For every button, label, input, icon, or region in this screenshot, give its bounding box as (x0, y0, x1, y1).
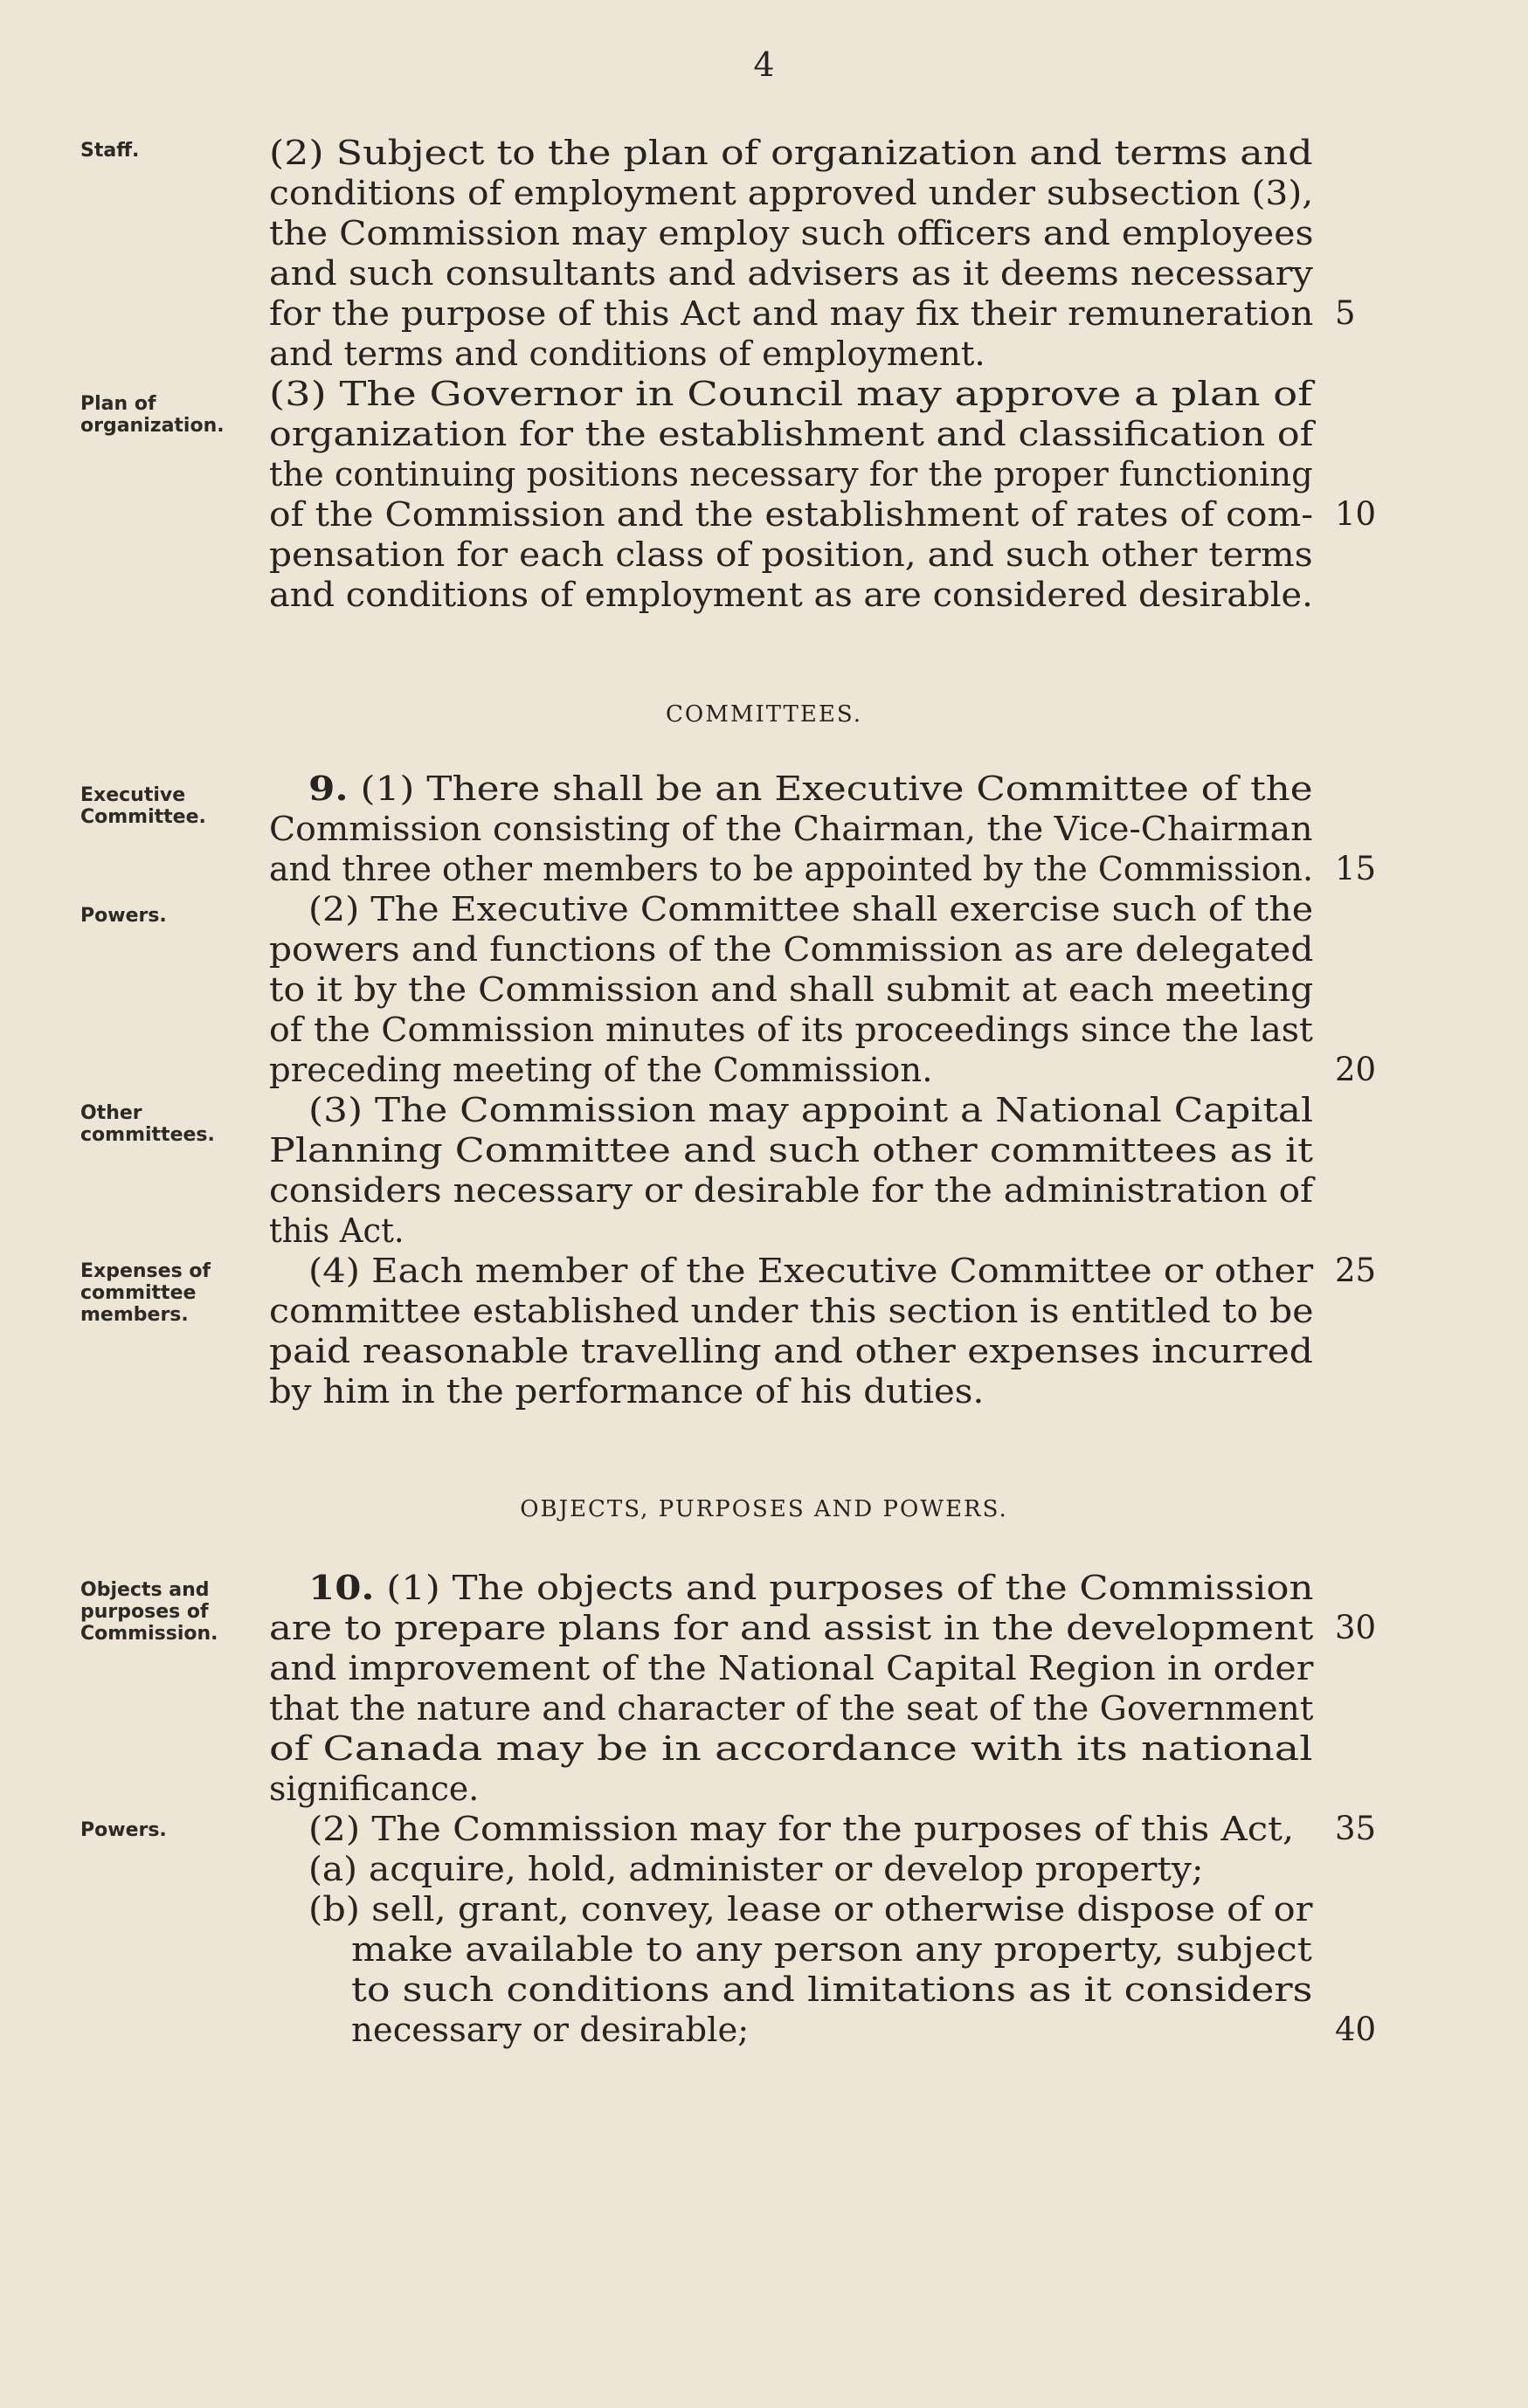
margin-note-expenses-of-committee-members (80, 1260, 211, 1326)
text-span: (1) There shall be an Executive Committee of the (348, 769, 1313, 808)
line-number: 5 (1335, 294, 1356, 332)
text-line: organization for the establishment and classification of (269, 415, 1314, 453)
text-line: (2) Subject to the plan of organization and terms and (269, 134, 1313, 172)
text-line: and improvement of the National Capital Region in order (269, 1649, 1314, 1687)
margin-note-other-committees (80, 1102, 215, 1146)
heading-committees: COMMITTEES. (666, 701, 862, 728)
line-number: 15 (1335, 850, 1377, 887)
margin-note-line: Commission. (80, 1623, 218, 1645)
text-line: and three other members to be appointed by the Commission. (269, 850, 1314, 888)
text-line: (2) The Executive Committee shall exercise such of the (308, 890, 1314, 928)
heading-objects-purposes-powers: OBJECTS, PURPOSES AND POWERS. (520, 1496, 1008, 1522)
text-line: that the nature and character of the seat of the Government (269, 1689, 1314, 1728)
text-line: (3) The Governor in Council may approve a plan of (269, 375, 1313, 413)
margin-note-line: committee (80, 1282, 197, 1304)
margin-note-staff (80, 140, 139, 162)
line-number: 10 (1335, 495, 1377, 533)
text-line: (b) sell, grant, convey, lease or otherwise dispose of or (308, 1890, 1313, 1928)
text-line: of Canada may be in accordance with its national (269, 1729, 1313, 1768)
margin-note-plan-of-organization (80, 393, 225, 437)
text-line: to it by the Commission and shall submit at each meeting (269, 970, 1314, 1009)
text-line: (4) Each member of the Executive Committee or other (308, 1252, 1314, 1290)
text-line: to such conditions and limitations as it considers (351, 1970, 1313, 2009)
text-line: Planning Committee and such other committees as it (269, 1131, 1313, 1170)
margin-note-line: Plan of (80, 393, 156, 415)
section-number-10: 10. (308, 1568, 375, 1607)
margin-note-line: committees. (80, 1124, 215, 1146)
text-line: pensation for each class of position, and such other terms (269, 535, 1313, 574)
margin-note-line: members. (80, 1304, 189, 1326)
text-line: and terms and conditions of employment. (269, 335, 985, 373)
margin-note-line: Powers. (80, 905, 167, 927)
text-span: (1) The objects and purposes of the Commission (374, 1569, 1314, 1607)
margin-note-powers (80, 1819, 167, 1841)
text-line: this Act. (269, 1211, 404, 1250)
line-number: 30 (1335, 1609, 1377, 1646)
text-line (308, 769, 1313, 809)
margin-note-line: purposes of (80, 1601, 209, 1623)
text-line: of the Commission minutes of its proceedings since the last (269, 1011, 1313, 1049)
text-line: for the purpose of this Act and may fix their remuneration (269, 294, 1314, 333)
text-line: by him in the performance of his duties. (269, 1372, 985, 1411)
text-line: (2) The Commission may for the purposes of this Act, (308, 1810, 1295, 1848)
margin-note-objects-and-purposes (80, 1579, 218, 1645)
text-line: powers and functions of the Commission as are delegated (269, 930, 1314, 969)
section-number-9: 9. (308, 769, 349, 808)
margin-note-line: Staff. (80, 140, 140, 162)
line-number: 40 (1335, 2011, 1377, 2048)
line-number: 20 (1335, 1051, 1377, 1088)
text-line: significance. (269, 1770, 480, 1808)
text-line: and conditions of employment as are considered desirable. (269, 576, 1313, 614)
line-number: 35 (1335, 1810, 1377, 1847)
text-line: and such consultants and advisers as it deems necessary (269, 254, 1313, 293)
text-line: the Commission may employ such officers and employees (269, 214, 1314, 252)
page-number: 4 (753, 45, 775, 84)
text-line: committee established under this section is entitled to be (269, 1292, 1314, 1330)
margin-note-powers (80, 905, 167, 927)
line-number: 25 (1335, 1252, 1377, 1289)
margin-note-line: organization. (80, 415, 225, 437)
margin-note-line: Objects and (80, 1579, 210, 1601)
text-line: are to prepare plans for and assist in the development (269, 1609, 1314, 1647)
text-line: the continuing positions necessary for the proper functioning (269, 455, 1313, 493)
text-line: (a) acquire, hold, administer or develop property; (308, 1850, 1204, 1888)
text-line: make available to any person any property, subject (351, 1930, 1312, 1969)
text-line: paid reasonable travelling and other expenses incurred (269, 1332, 1313, 1370)
text-line: (3) The Commission may appoint a National Capital (308, 1091, 1314, 1129)
text-line: Commission consisting of the Chairman, the Vice-Chairman (269, 810, 1313, 848)
margin-note-line: Executive (80, 784, 186, 806)
margin-note-line: Expenses of (80, 1260, 211, 1282)
text-line: conditions of employment approved under subsection (3), (269, 174, 1314, 212)
margin-note-executive-committee (80, 784, 206, 828)
margin-note-line: Other (80, 1102, 142, 1124)
text-line (308, 1568, 1313, 1608)
margin-note-line: Committee. (80, 806, 206, 828)
text-line: preceding meeting of the Commission. (269, 1051, 933, 1089)
margin-note-line: Powers. (80, 1819, 167, 1841)
text-line: necessary or desirable; (351, 2011, 750, 2049)
text-line: considers necessary or desirable for the administration of (269, 1171, 1314, 1210)
text-line: of the Commission and the establishment of rates of com- (269, 495, 1314, 534)
